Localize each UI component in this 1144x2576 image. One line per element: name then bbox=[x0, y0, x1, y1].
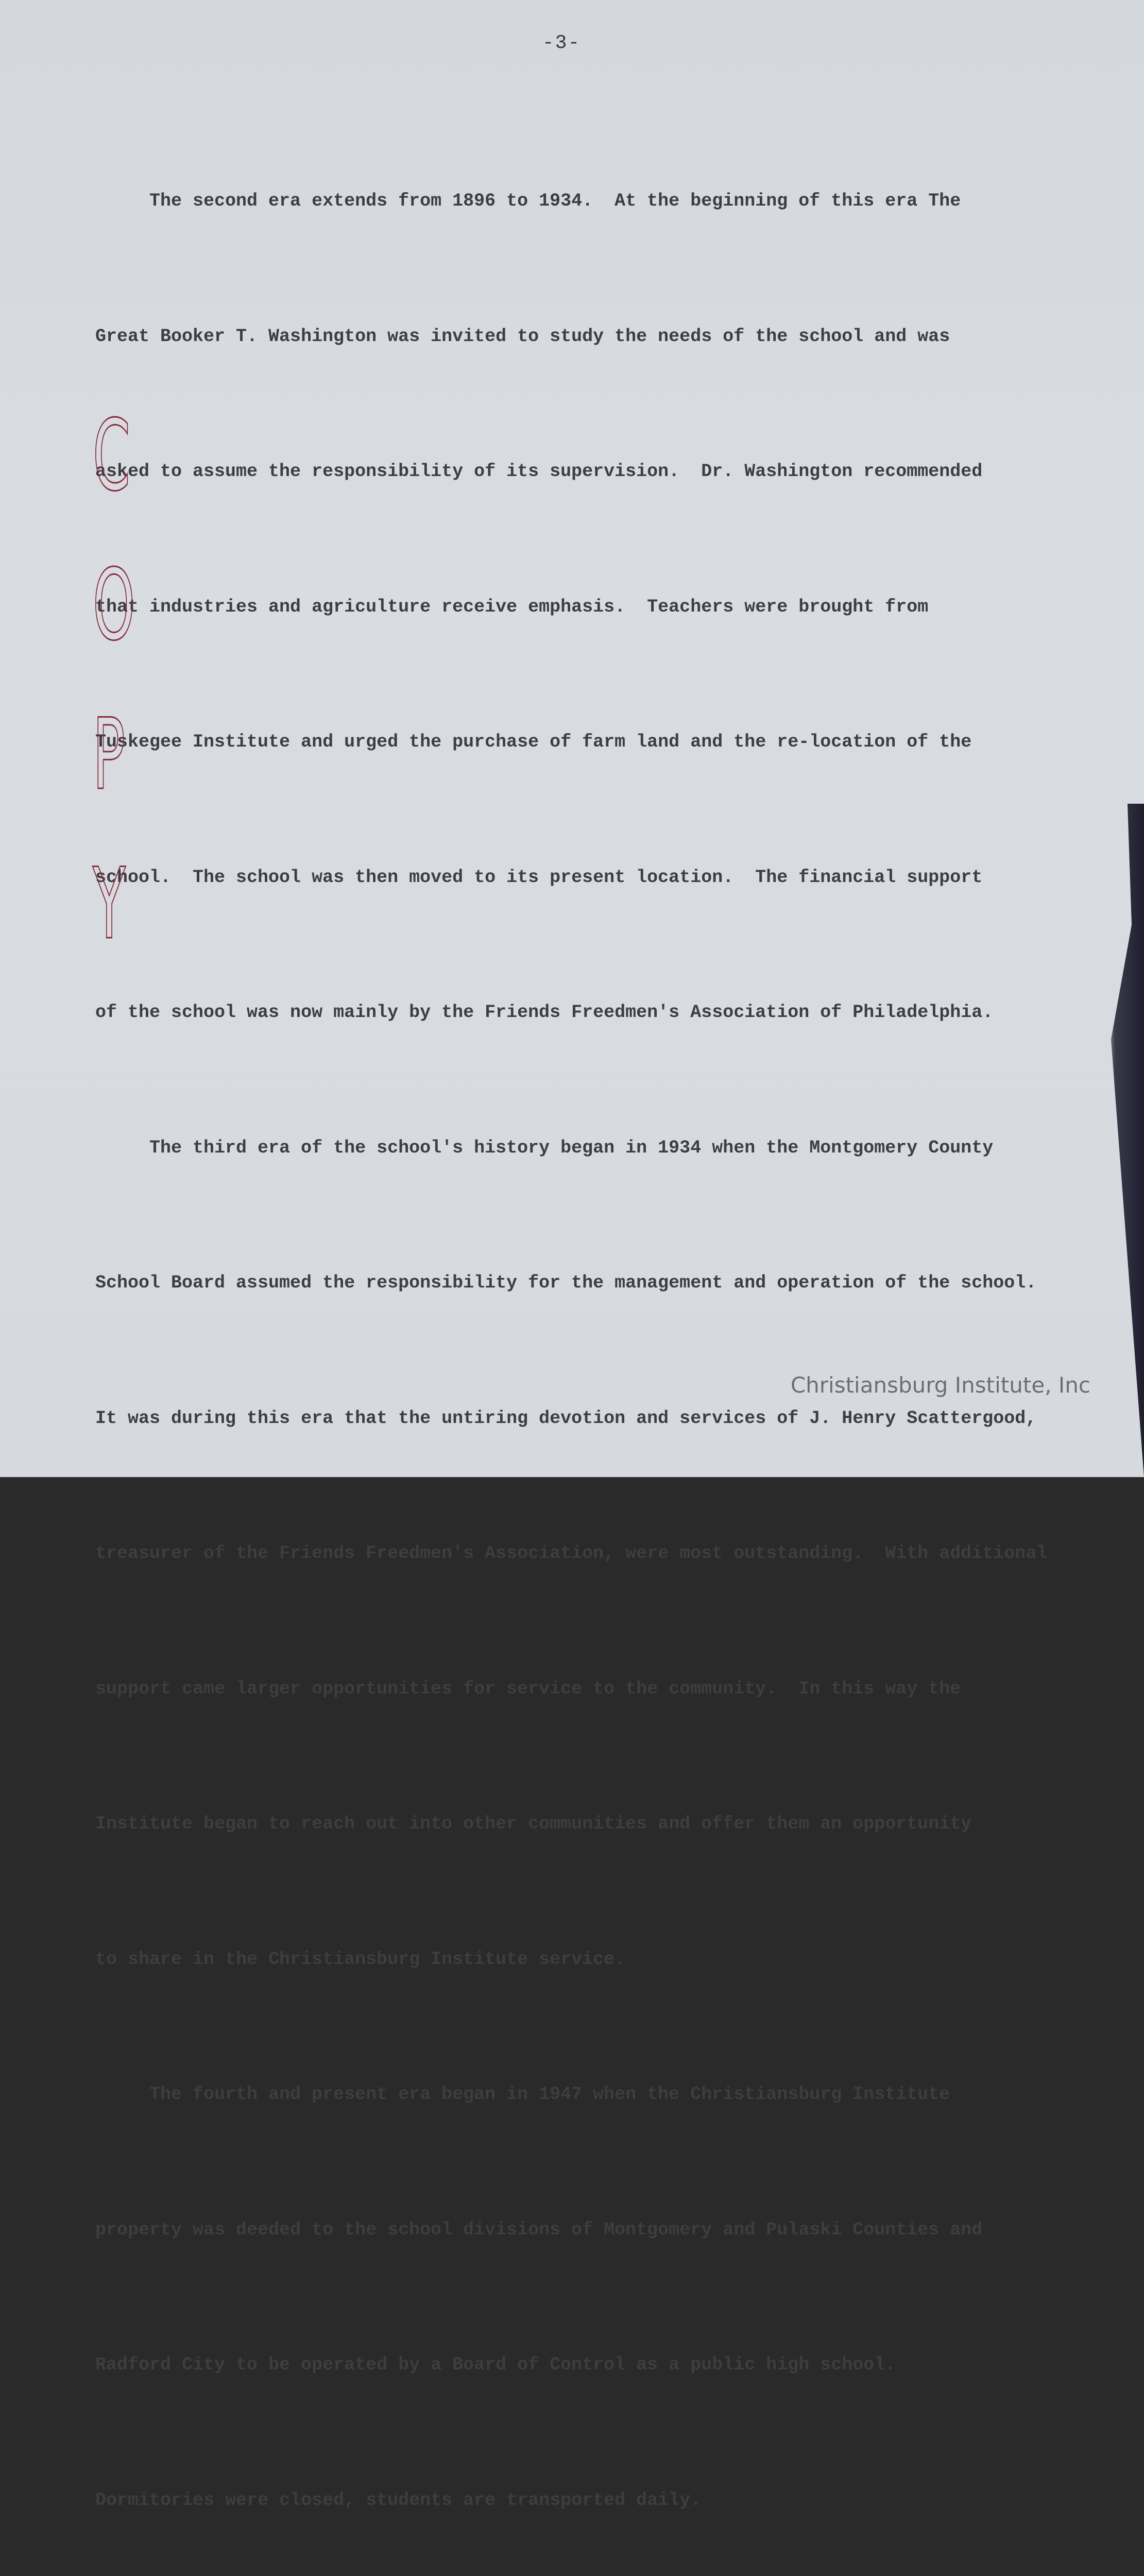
text-line: The fourth and present era began in 1947 when the Christiansburg Institute bbox=[95, 2084, 950, 2105]
text-line: to share in the Christiansburg Institute service. bbox=[95, 1948, 626, 1970]
text-line: School Board assumed the responsibility for the management and operation of the school. bbox=[95, 1273, 1037, 1293]
copy-stamp bbox=[93, 381, 135, 979]
page-number: -3- bbox=[542, 32, 581, 54]
text-line: of the school was now mainly by the Friends Freedmen's Association of Philadelphia. bbox=[95, 1002, 994, 1023]
watermark: Christiansburg Institute, Inc bbox=[790, 1372, 1090, 1398]
text-line: Radford City to be operated by a Board of Control as a public high school. bbox=[95, 2354, 896, 2375]
stamp-letter: Y bbox=[93, 847, 126, 961]
stamp-letter: P bbox=[93, 698, 126, 811]
text-line: Tuskegee Institute and urged the purchase of farm land and the re-location of the bbox=[95, 732, 972, 752]
text-line: property was deeded to the school divisions of Montgomery and Pulaski Counties and bbox=[95, 2219, 983, 2240]
text-line: Dormitories were closed, students are transported daily. bbox=[95, 2489, 702, 2511]
text-line: The second era extends from 1896 to 1934. At the beginning of this era The bbox=[95, 191, 961, 211]
typed-text-body bbox=[95, 89, 1100, 2576]
text-line: Great Booker T. Washington was invited to study the needs of the school and was bbox=[95, 326, 950, 347]
stamp-letter: O bbox=[93, 548, 135, 662]
text-line: support came larger opportunities for service to the community. In this way the bbox=[95, 1678, 961, 1699]
text-line: treasurer of the Friends Freedmen's Association, were most outstanding. With additional bbox=[95, 1543, 1048, 1564]
text-line: asked to assume the responsibility of its supervision. Dr. Washington recommended bbox=[95, 461, 983, 482]
stamp-letter: C bbox=[93, 399, 130, 513]
text-line: Institute began to reach out into other communities and offer them an opportunity bbox=[95, 1814, 972, 1834]
background-edge bbox=[1103, 804, 1144, 1477]
text-line: that industries and agriculture receive emphasis. Teachers were brought from bbox=[95, 596, 929, 617]
text-line: school. The school was then moved to its present location. The financial support bbox=[95, 867, 983, 888]
text-line: The third era of the school's history began in 1934 when the Montgomery County bbox=[95, 1137, 994, 1158]
text-line: It was during this era that the untiring devotion and services of J. Henry Scattergood, bbox=[95, 1408, 1037, 1429]
